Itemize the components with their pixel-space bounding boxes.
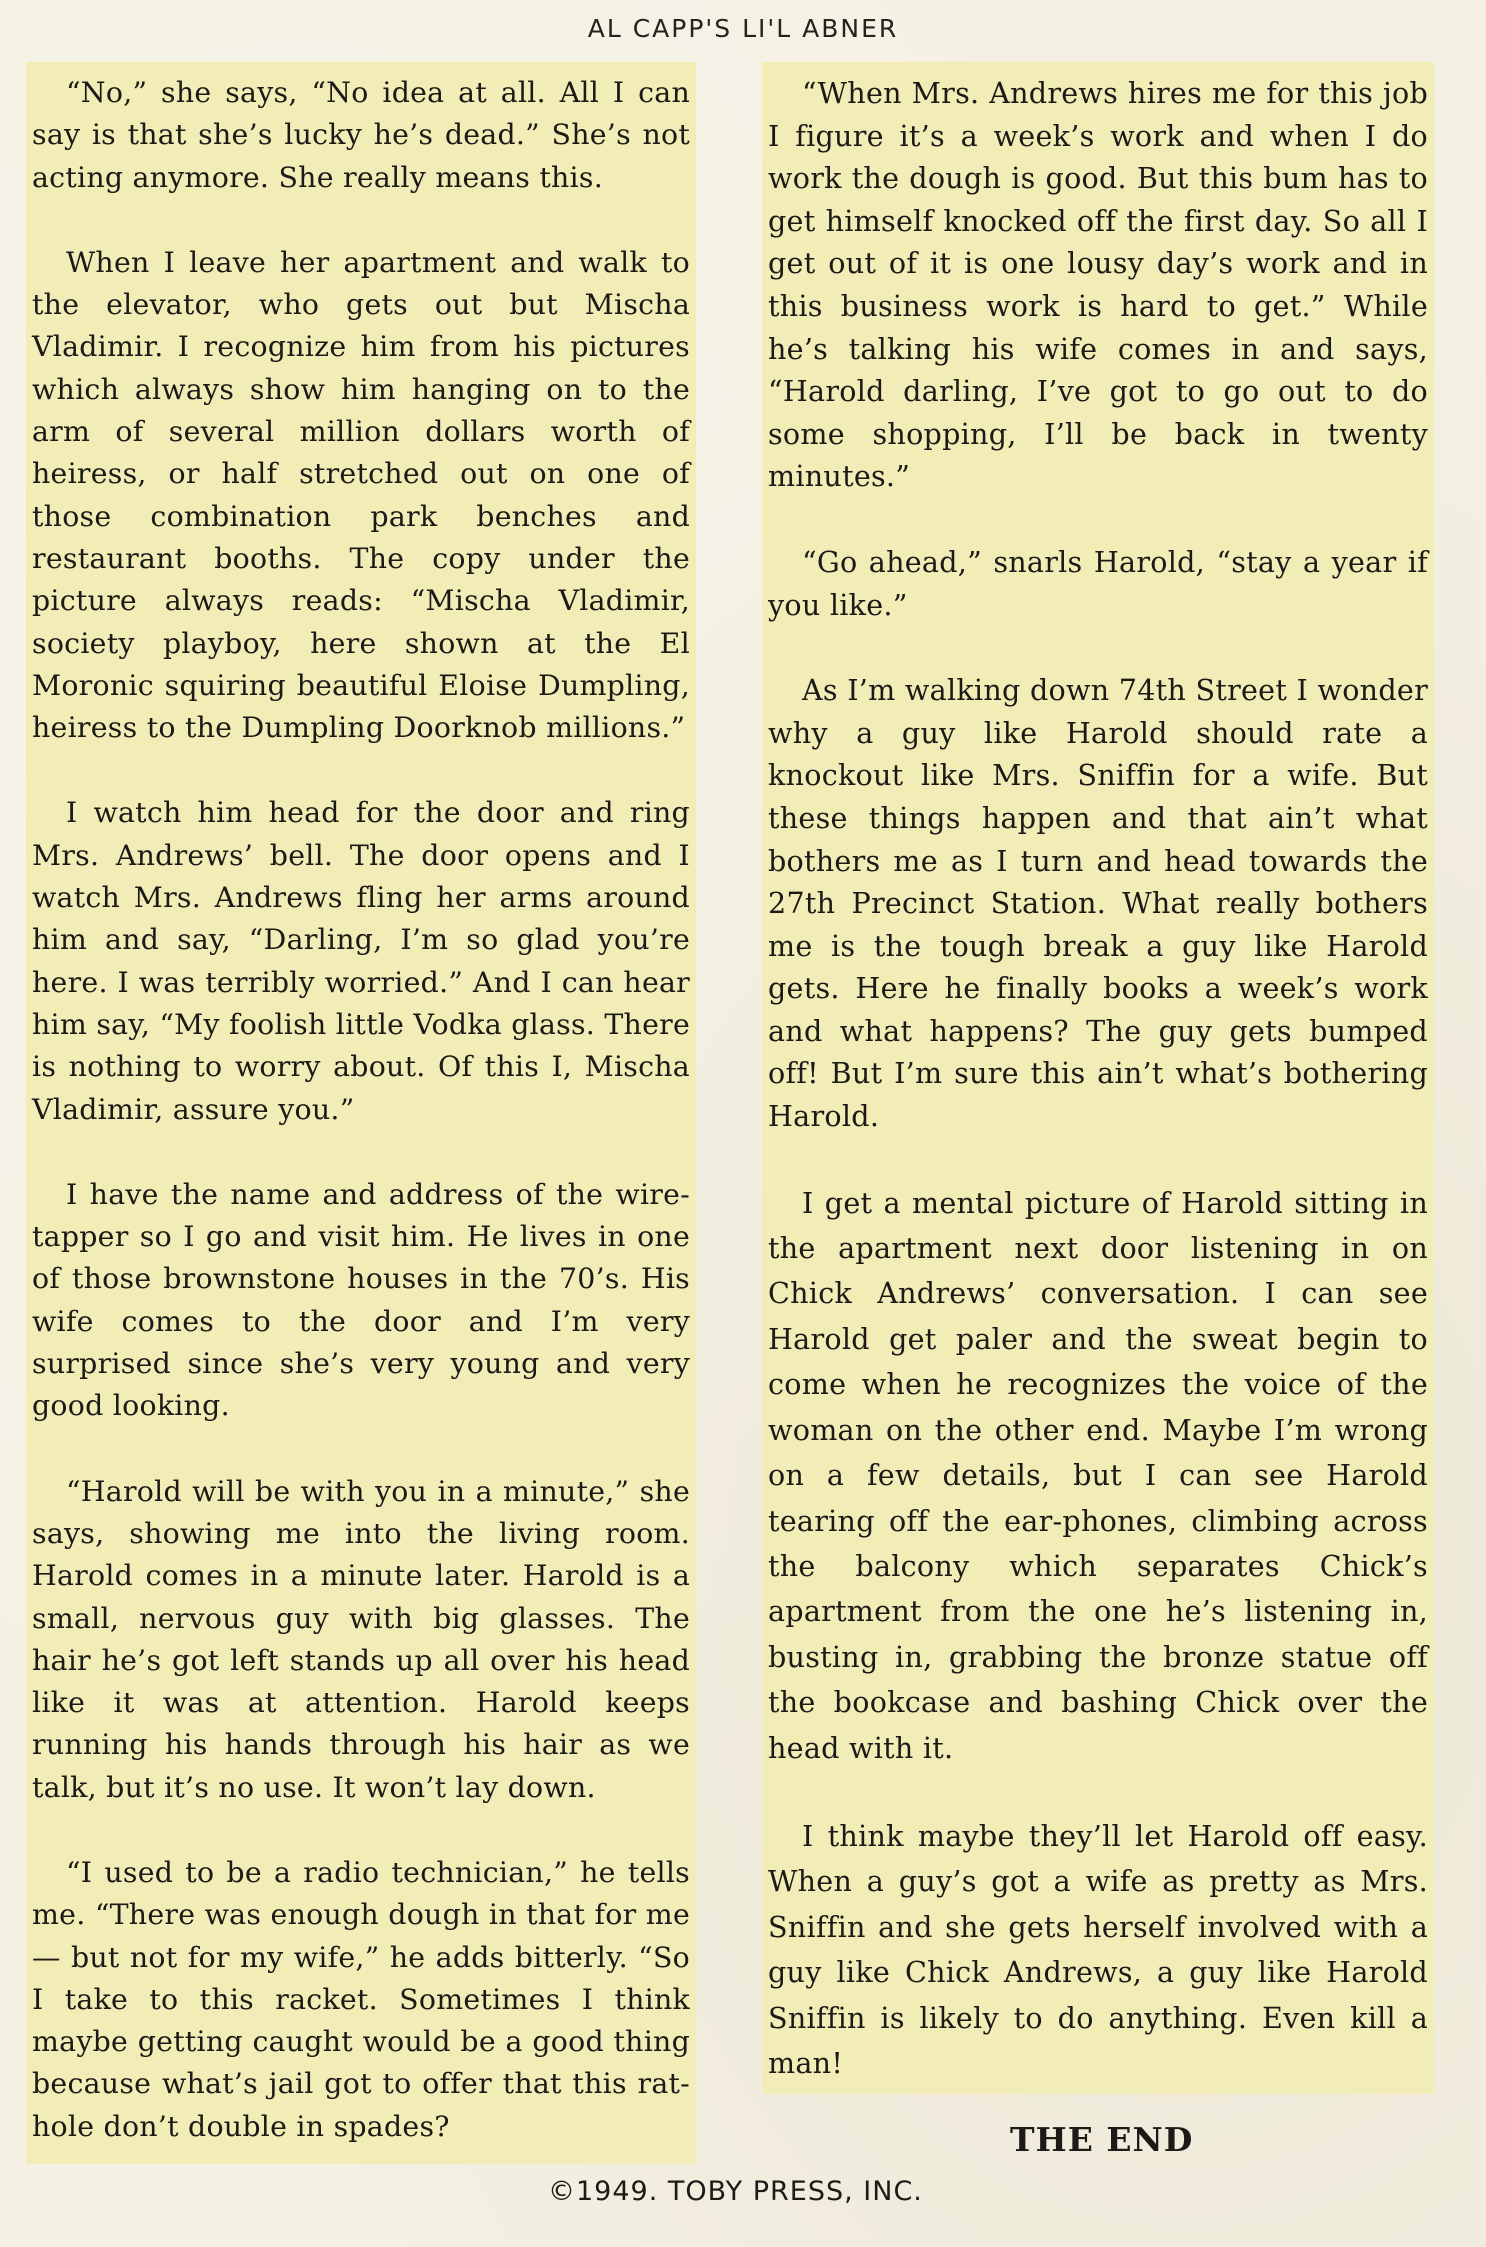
right-paragraph-2: “Go ahead,” snarls Harold, “stay a year if you like.”: [768, 544, 1428, 622]
right-paragraph-1: “When Mrs. Andrews hires me for this job I figure it’s a week’s work and when I do work the dough is good. But this bum has to get himself knocked off the first day. So all I get out of it is one lousy day’s work and in this business work is hard to get.” While he’s talking his wife comes in and says, “Harold darling, I’ve got to go out to do some shopping, I’ll be back in twenty minutes.”: [768, 76, 1428, 494]
left-paragraph-2: When I leave her apartment and walk to the elevator, who gets out but Mischa Vladimir. I recognize him from his pictures which always show him hanging on to the arm of several million dollars worth of heiress, or half stretched out on one of those combination park benches and restaurant booths. The copy under the picture always reads: “Mischa Vladimir, society playboy, here shown at the El Moronic squiring beautiful Eloise Dumpling, heiress to the Dumpling Doorknob millions.”: [32, 245, 690, 745]
right-column: [762, 62, 1434, 2094]
running-head: AL CAPP'S LI'L ABNER: [587, 14, 899, 43]
the-end-label: THE END: [1010, 2120, 1194, 2159]
right-paragraph-3: As I’m walking down 74th Street I wonder why a guy like Harold should rate a knockout like Mrs. Sniffin for a wife. But these things happen and that ain’t what bothers me as I turn and head towards the 27th Precinct Station. What really bothers me is the tough break a guy like Harold gets. Here he finally books a week’s work and what happens? The guy gets bumped off! But I’m sure this ain’t what’s bothering Harold.: [768, 673, 1428, 1134]
right-paragraph-4: I get a mental picture of Harold sitting in the apartment next door listening in on Chick Andrews’ conversation. I can see Harold get paler and the sweat begin to come when he recognizes the voice of the woman on the other end. Maybe I’m wrong on a few details, but I can see Harold tearing off the ear-phones, climbing across the balcony which separates Chick’s apartment from the one he’s listening in, busting in, grabbing the bronze statue off the bookcase and bashing Chick over the head with it.: [768, 1185, 1428, 1765]
left-paragraph-5: “Harold will be with you in a minute,” she says, showing me into the living room. Harold comes in a minute later. Harold is a small, nervous guy with big glasses. The hair he’s got left stands up all over his head like it was at attention. Harold keeps running his hands through his hair as we talk, but it’s no use. It won’t lay down.: [32, 1474, 690, 1804]
left-paragraph-6: “I used to be a radio technician,” he tells me. “There was enough dough in that for me — but not for my wife,” he adds bitterly. “So I take to this racket. Sometimes I think maybe getting caught would be a good thing because what’s jail got to offer that this rat-hole don’t double in spades?: [32, 1855, 690, 2143]
left-paragraph-3: I watch him head for the door and ring Mrs. Andrews’ bell. The door opens and I watch Mrs. Andrews fling her arms around him and say, “Darling, I’m so glad you’re here. I was terribly worried.” And I can hear him say, “My foolish little Vodka glass. There is nothing to worry about. Of this I, Mischa Vladimir, assure you.”: [32, 796, 690, 1126]
copyright-notice: ©1949. TOBY PRESS, INC.: [548, 2176, 923, 2207]
left-column: [26, 62, 696, 2164]
right-paragraph-5: I think maybe they’ll let Harold off easy. When a guy’s got a wife as pretty as Mrs. Sniffin and she gets herself involved with a guy like Chick Andrews, a guy like Harold Sniffin is likely to do anything. Even kill a man!: [768, 1818, 1428, 2080]
left-paragraph-1: “No,” she says, “No idea at all. All I can say is that she’s lucky he’s dead.” She’s not acting anymore. She really means this.: [32, 76, 690, 194]
left-paragraph-4: I have the name and address of the wire-tapper so I go and visit him. He lives in one of those brownstone houses in the 70’s. His wife comes to the door and I’m very surprised since she’s very young and very good looking.: [32, 1177, 690, 1423]
